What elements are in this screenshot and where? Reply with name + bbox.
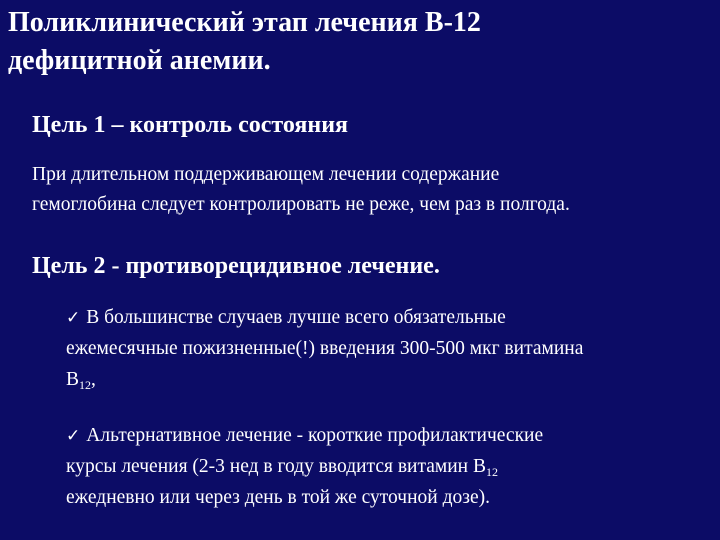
bullet-1-line-1: В большинстве случаев лучше всего обязательные: [86, 307, 506, 328]
slide-title: [8, 4, 708, 80]
bullet-2-line-2: курсы лечения (2-3 нед в году вводится витамин B: [66, 456, 486, 477]
bullet-item-2: [66, 420, 716, 513]
goal-1-heading: Цель 1 – контроль состояния: [32, 112, 349, 138]
bullet-1-vitamin-b: B: [66, 369, 80, 390]
goal-1-text-line-2: гемоглобина следует контролировать не реже, чем раз в полгода.: [32, 194, 570, 215]
bullet-1-tail: ,: [91, 369, 96, 390]
checkmark-icon: ✓: [66, 308, 81, 327]
bullet-2-line-3: ежедневно или через день в той же суточной дозе).: [66, 487, 491, 508]
bullet-1-subscript: 12: [79, 378, 92, 392]
bullet-item-1: [66, 302, 716, 395]
bullet-2-subscript: 12: [485, 465, 498, 479]
bullet-1-line-2: ежемесячные пожизненные(!) введения 300-500 мкг витамина: [66, 338, 584, 359]
title-line-1: Поликлинический этап лечения В-12: [8, 7, 481, 38]
title-line-2: дефицитной анемии.: [8, 45, 271, 76]
goal-1-text: [32, 160, 712, 220]
bullet-2-line-1: Альтернативное лечение - короткие профилактические: [86, 425, 544, 446]
checkmark-icon: ✓: [66, 426, 81, 445]
goal-1-text-line-1: При длительном поддерживающем лечении содержание: [32, 164, 500, 185]
goal-2-heading: Цель 2 - противорецидивное лечение.: [32, 253, 440, 279]
